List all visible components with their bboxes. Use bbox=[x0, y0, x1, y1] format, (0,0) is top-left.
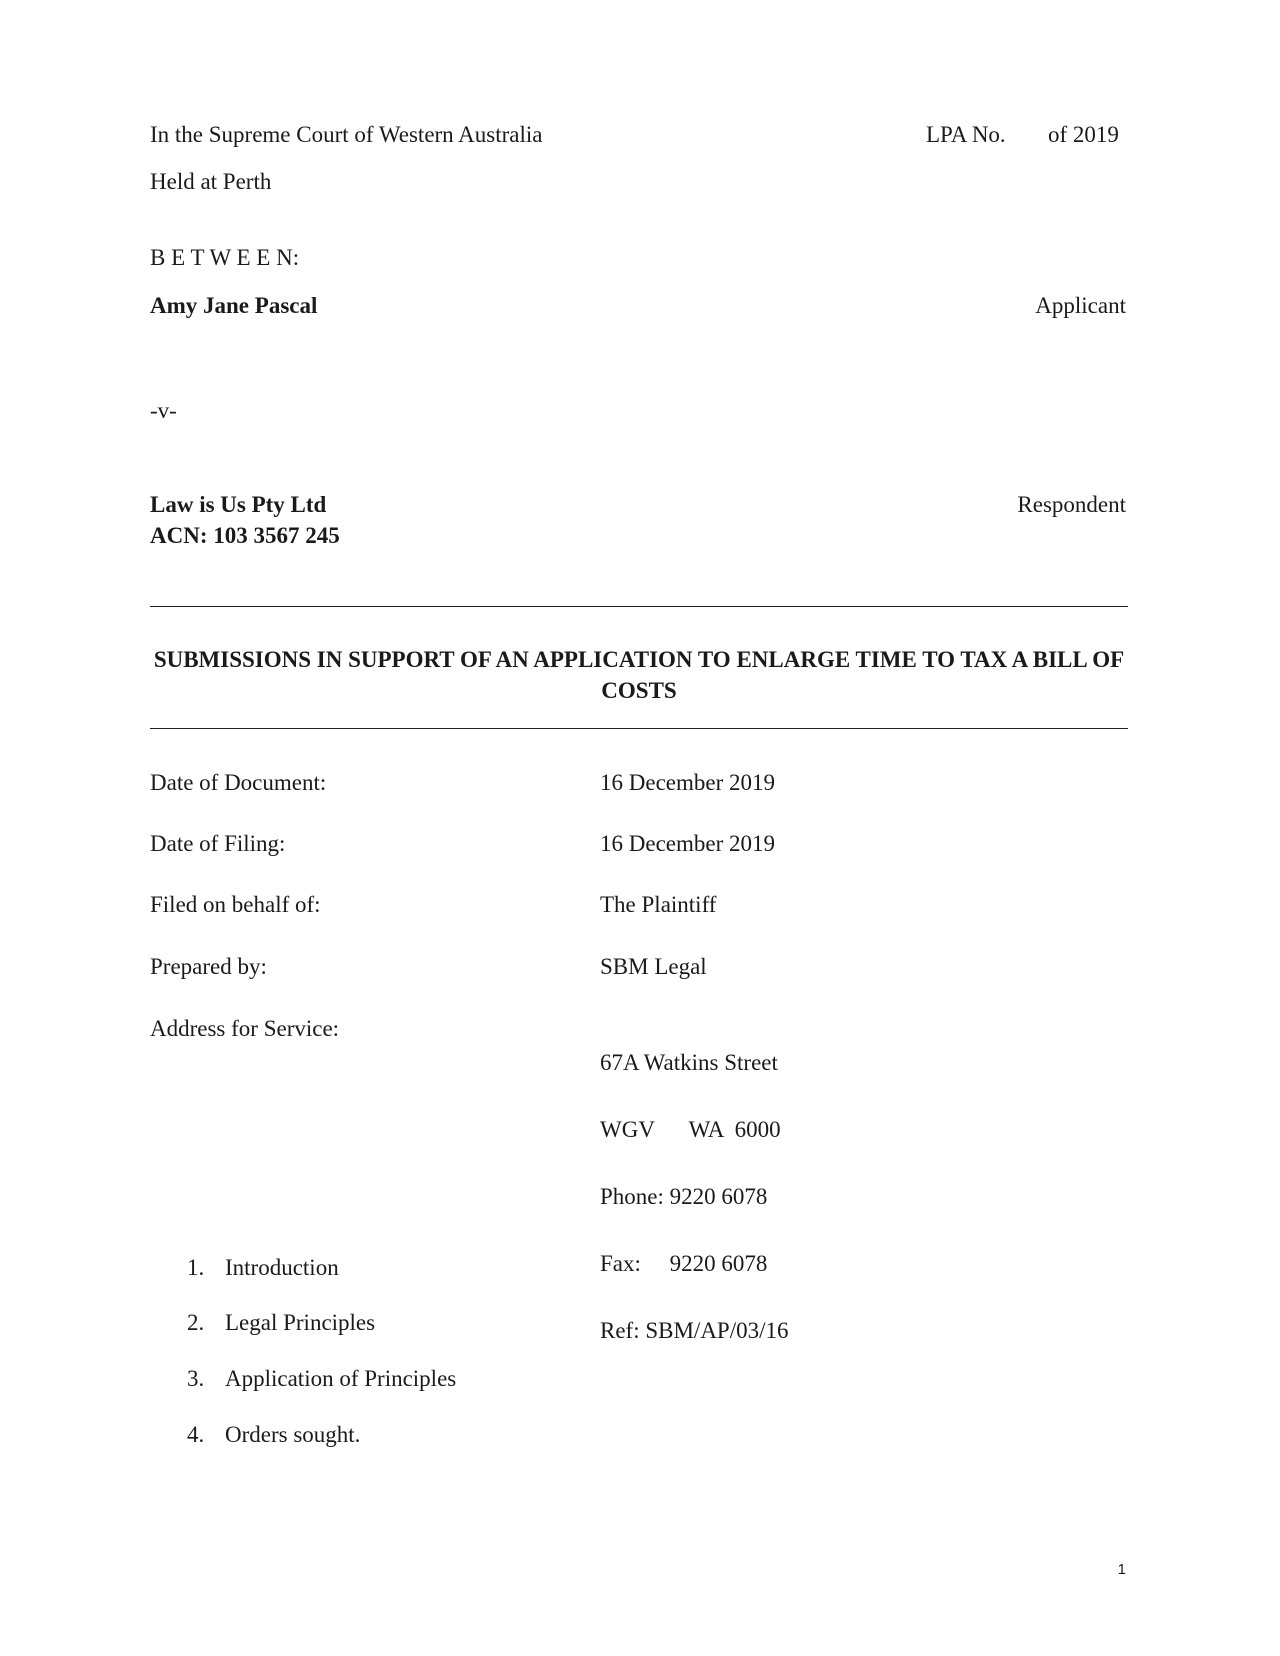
address-for-service-label: Address for Service: bbox=[150, 1016, 340, 1041]
prepared-by-value: SBM Legal bbox=[600, 954, 707, 979]
respondent-acn: ACN: 103 3567 245 bbox=[150, 523, 340, 548]
address-line: Fax: 9220 6078 bbox=[600, 1251, 768, 1276]
list-item: Introduction bbox=[225, 1255, 339, 1280]
filed-on-behalf-label: Filed on behalf of: bbox=[150, 892, 321, 917]
filed-on-behalf-value: The Plaintiff bbox=[600, 892, 717, 917]
list-item-number: 2. bbox=[187, 1310, 205, 1335]
address-line: 67A Watkins Street bbox=[600, 1050, 778, 1075]
applicant-role: Applicant bbox=[1035, 293, 1126, 318]
list-item: Orders sought. bbox=[225, 1422, 361, 1447]
date-of-filing-label: Date of Filing: bbox=[150, 831, 286, 856]
date-of-filing-value: 16 December 2019 bbox=[600, 831, 775, 856]
title-rule-bottom bbox=[150, 728, 1128, 729]
applicant-name: Amy Jane Pascal bbox=[150, 293, 318, 318]
address-block bbox=[600, 1011, 789, 1382]
address-line: Phone: 9220 6078 bbox=[600, 1184, 768, 1209]
court-venue: Held at Perth bbox=[150, 169, 272, 194]
prepared-by-label: Prepared by: bbox=[150, 954, 267, 979]
address-line: WGV WA 6000 bbox=[600, 1117, 781, 1142]
lpa-number-label: LPA No. bbox=[926, 122, 1006, 147]
list-item-number: 1. bbox=[187, 1255, 205, 1280]
court-name: In the Supreme Court of Western Australia bbox=[150, 122, 543, 147]
list-item-number: 3. bbox=[187, 1366, 205, 1391]
document-title: SUBMISSIONS IN SUPPORT OF AN APPLICATION TO ENLARGE TIME TO TAX A BILL OF COSTS bbox=[153, 647, 1125, 703]
respondent-name: Law is Us Pty Ltd bbox=[150, 492, 327, 517]
between-heading: B E T W E E N: bbox=[150, 245, 300, 270]
page-number: 1 bbox=[1117, 1561, 1126, 1578]
list-item: Legal Principles bbox=[225, 1310, 376, 1335]
title-rule-top bbox=[150, 606, 1128, 607]
list-item: Application of Principles bbox=[225, 1366, 457, 1391]
versus-marker: -v- bbox=[150, 398, 177, 423]
lpa-year: of 2019 bbox=[1048, 122, 1119, 147]
respondent-role: Respondent bbox=[1017, 492, 1126, 517]
date-of-document-value: 16 December 2019 bbox=[600, 770, 775, 795]
date-of-document-label: Date of Document: bbox=[150, 770, 327, 795]
address-line: Ref: SBM/AP/03/16 bbox=[600, 1318, 789, 1343]
list-item-number: 4. bbox=[187, 1422, 205, 1447]
